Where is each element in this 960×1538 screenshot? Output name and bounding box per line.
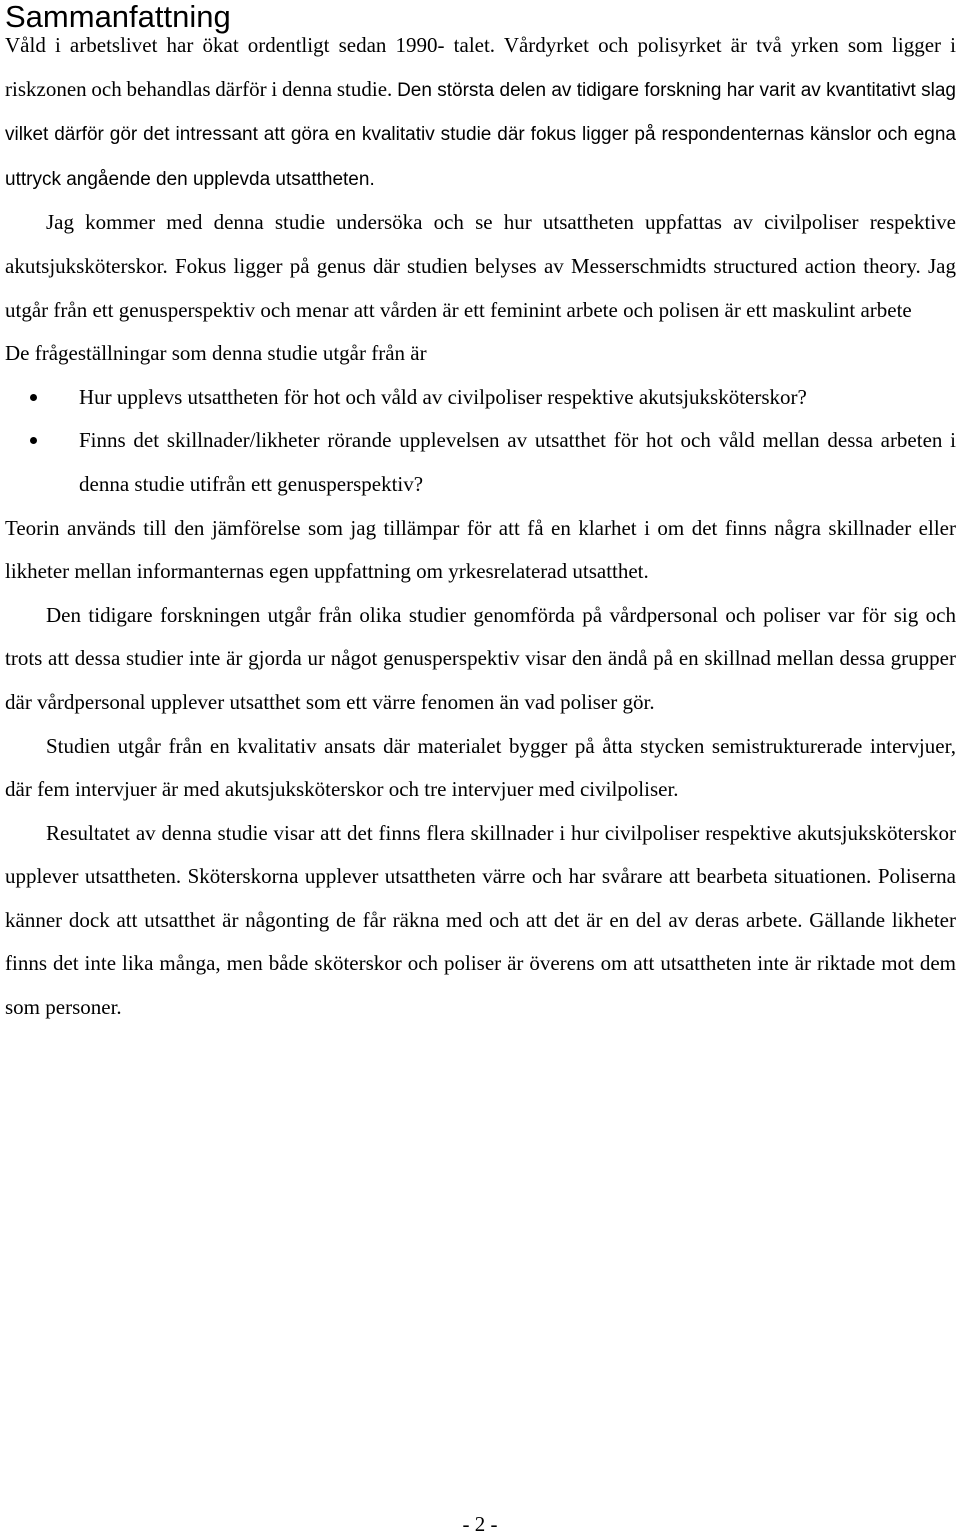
list-item bbox=[5, 419, 956, 506]
paragraph-intro-text: Våld i arbetslivet har ökat ordentligt sedan 1990- talet. Vårdyrket och polisyrket är två yrken som ligger i riskzonen och behandlas därför i denna studie. bbox=[5, 33, 956, 101]
question-text: Finns det skillnader/likheter rörande upplevelsen av utsatthet för hot och våld mellan dessa arbeten i denna studie utifrån ett genusperspektiv? bbox=[79, 428, 956, 496]
bullet-icon bbox=[30, 437, 37, 444]
research-questions bbox=[5, 376, 956, 507]
paragraph-intro-sans: Den största delen av tidigare forskning har varit av kvantitativt slag vilket därför gör det intressant att göra en kvalitativ studie där fokus ligger på respondenternas känslor och egna uttryck angående den upplevda utsattheten. bbox=[5, 79, 956, 190]
paragraph-questions-intro: De frågeställningar som denna studie utgår från är bbox=[5, 341, 427, 366]
page-title: Sammanfattning bbox=[5, 0, 231, 34]
paragraph-previous-research: Den tidigare forskningen utgår från olika studier genomförda på vårdpersonal och poliser var för sig och trots att dessa studier inte är gjorda ur något genusperspektiv visar den ändå på en skillnad mellan dessa grupper där vårdpersonal upplever utsatthet som ett värre fenomen än vad poliser gör. bbox=[5, 602, 956, 714]
bullet-icon bbox=[30, 394, 37, 401]
paragraph-results: Resultatet av denna studie visar att det finns flera skillnader i hur civilpoliser respektive akutsjuksköterskor upplever utsattheten. Sköterskorna upplever utsattheten värre och har svårare att bearbeta situationen. Poliserna känner dock att utsatthet är någonting de får räkna med och att det är en del av deras arbete. Gällande likheter finns det inte lika många, men både sköterskor och poliser är överens om att utsattheten inte är riktade mot dem som personer. bbox=[5, 820, 956, 1020]
paragraph-aim bbox=[5, 201, 956, 332]
paragraph-theory: Teorin används till den jämförelse som jag tillämpar för att få en klarhet i om det finns några skillnader eller likheter mellan informanternas egen uppfattning om yrkesrelaterad utsatthet. bbox=[5, 515, 956, 584]
question-text: Hur upplevs utsattheten för hot och våld av civilpoliser respektive akutsjuksköterskor? bbox=[79, 384, 807, 409]
list-item bbox=[5, 376, 956, 420]
summary-body bbox=[5, 24, 956, 1030]
paragraph-aim-text: Fokus ligger på genus där studien belyses av Messerschmidts structured action theory. Jag utgår från ett genusperspektiv och menar att vården är ett feminint arbete och polisen är ett maskulint arbete bbox=[5, 253, 956, 322]
paragraph-method: Studien utgår från en kvalitativ ansats där materialet bygger på åtta stycken semistrukturerade intervjuer, där fem intervjuer är med akutsjuksköterskor och tre intervjuer med civilpoliser. bbox=[5, 733, 956, 802]
paragraph-aim-sans: Jag kommer med denna studie undersöka och se hur utsattheten uppfattas av civilpoliser respektive akutsjuksköterskor. bbox=[5, 210, 956, 278]
paragraph-intro bbox=[5, 24, 956, 201]
page-number: - 2 - bbox=[462, 1512, 498, 1536]
